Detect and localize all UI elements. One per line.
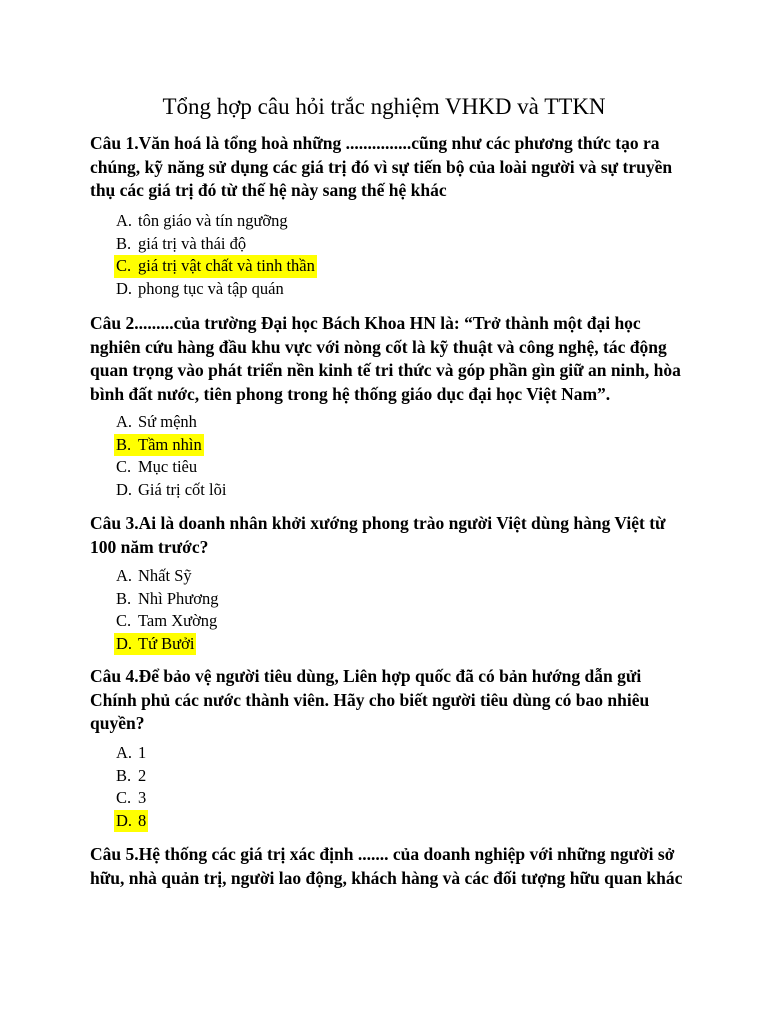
option-text: tôn giáo và tín ngưỡng — [138, 211, 288, 230]
question-4 — [90, 665, 690, 736]
option-a[interactable] — [114, 742, 514, 765]
question-1 — [90, 132, 690, 203]
option-letter: B. — [116, 233, 132, 253]
option-a[interactable] — [114, 411, 514, 434]
option-text: Mục tiêu — [138, 457, 198, 477]
option-text: giá trị vật chất và tinh thần — [138, 256, 315, 276]
option-text: phong tục và tập quán — [138, 278, 284, 298]
option-letter: A. — [116, 412, 133, 431]
question-4-options — [114, 742, 514, 832]
option-c[interactable] — [114, 610, 514, 633]
question-text: Câu 2.........của trường Đại học Bách Khoa HN là: “Trở thành một đại học nghiên cứu hàng đầu khu vực với nòng cốt là kỹ thuật và công nghệ, tác động quan trọng vào phát triển nền kinh tế tri thức và góp phần gìn giữ an ninh, hòa bình đất nước, tiên phong trong hệ thống giáo dục đại học Việt Nam”. — [90, 313, 681, 404]
option-text: Giá trị cốt lõi — [138, 479, 227, 499]
question-text: Câu 5.Hệ thống các giá trị xác định ....... của doanh nghiệp với những người sở hữu, nhà quản trị, người lao động, khách hàng và các đối tượng hữu quan khác — [90, 844, 683, 888]
option-letter: A. — [116, 743, 133, 762]
question-2 — [90, 312, 690, 406]
answer-highlight — [114, 434, 204, 457]
option-text: giá trị và thái độ — [138, 233, 247, 253]
question-3-options — [114, 565, 514, 655]
option-d[interactable] — [114, 479, 514, 502]
option-text: Tầm nhìn — [138, 434, 202, 454]
option-c[interactable] — [114, 787, 514, 810]
option-letter: B. — [116, 588, 132, 608]
answer-highlight — [114, 810, 148, 833]
answer-highlight — [114, 255, 317, 278]
option-letter: A. — [116, 211, 133, 230]
option-letter: D. — [116, 479, 133, 499]
option-letter: B. — [116, 765, 132, 785]
answer-highlight — [114, 633, 196, 656]
option-letter: B. — [116, 434, 132, 454]
option-b[interactable] — [114, 233, 514, 256]
option-text: Nhất Sỹ — [138, 566, 192, 585]
option-text: Nhì Phương — [138, 588, 219, 608]
option-d[interactable] — [114, 633, 514, 656]
option-text: Tam Xường — [138, 611, 218, 631]
option-a[interactable] — [114, 565, 514, 588]
option-c[interactable] — [114, 255, 514, 278]
option-letter: C. — [116, 788, 132, 808]
option-b[interactable] — [114, 434, 514, 457]
question-3 — [90, 512, 690, 559]
question-2-options — [114, 411, 514, 501]
option-d[interactable] — [114, 278, 514, 301]
question-1-options — [114, 210, 514, 300]
option-d[interactable] — [114, 810, 514, 833]
option-a[interactable] — [114, 210, 514, 233]
option-letter: D. — [116, 633, 133, 653]
option-letter: D. — [116, 278, 133, 298]
option-b[interactable] — [114, 765, 514, 788]
option-letter: C. — [116, 256, 132, 276]
option-letter: C. — [116, 457, 132, 477]
option-text: 1 — [138, 743, 147, 762]
question-5 — [90, 843, 690, 890]
option-text: Tứ Bưởi — [138, 633, 195, 653]
document-title: Tổng hợp câu hỏi trắc nghiệm VHKD và TTKN — [162, 94, 606, 119]
option-text: Sứ mệnh — [138, 412, 197, 431]
option-b[interactable] — [114, 588, 514, 611]
option-letter: C. — [116, 611, 132, 631]
option-letter: D. — [116, 810, 133, 830]
option-text: 3 — [138, 788, 147, 808]
option-text: 8 — [138, 810, 147, 830]
option-letter: A. — [116, 566, 133, 585]
option-c[interactable] — [114, 456, 514, 479]
question-text: Câu 4.Để bảo vệ người tiêu dùng, Liên hợp quốc đã có bản hướng dẫn gửi Chính phủ các nước thành viên. Hãy cho biết người tiêu dùng có bao nhiêu quyền? — [90, 666, 650, 733]
option-text: 2 — [138, 765, 147, 785]
question-text: Câu 1.Văn hoá là tổng hoà những ...............cũng như các phương thức tạo ra chúng, kỹ năng sử dụng các giá trị đó vì sự tiến bộ của loài người và sự truyền thụ các giá trị đó từ thế hệ này sang thế hệ khác — [90, 133, 673, 200]
question-text: Câu 3.Ai là doanh nhân khởi xướng phong trào người Việt dùng hàng Việt từ 100 năm trước? — [90, 513, 666, 557]
